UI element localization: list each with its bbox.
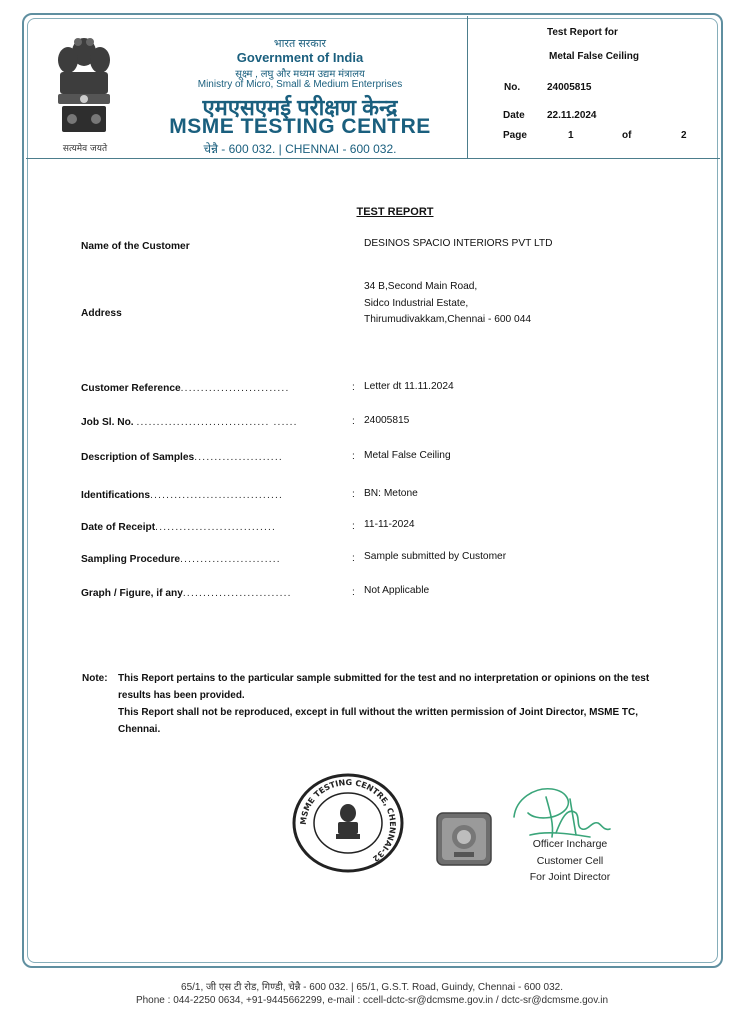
field-label: Graph / Figure, if any bbox=[81, 588, 183, 599]
report-no-value: 24005815 bbox=[547, 82, 592, 93]
footer-contact: Phone : 044-2250 0634, +91-9445662299, e-mail : ccell-dctc-sr@dcmsme.gov.in / dctc-sr@dcmsme.gov.in bbox=[135, 995, 609, 1006]
header-hindi-centre: एमएसएमई परीक्षण केन्द्र bbox=[202, 95, 398, 120]
field-dots: ........................... bbox=[182, 588, 292, 599]
field-colon: : bbox=[352, 553, 355, 564]
signature-icon bbox=[506, 777, 616, 847]
signatory-department: Customer Cell bbox=[536, 855, 604, 867]
report-page-total: 2 bbox=[681, 130, 687, 141]
field-dots: ...................... bbox=[194, 452, 283, 463]
note-line-3: This Report shall not be reproduced, except in full without the written permission of Joint Director, MSME TC, bbox=[118, 707, 639, 718]
header-centre-name: MSME TESTING CENTRE bbox=[169, 115, 431, 138]
national-emblem-icon bbox=[48, 30, 120, 140]
field-dots: ................................. ...... bbox=[136, 417, 298, 428]
field-value: BN: Metone bbox=[364, 488, 418, 499]
field-label: Identifications bbox=[81, 490, 151, 501]
emblem-motto: सत्यमेव जयते bbox=[62, 144, 108, 154]
field-colon: : bbox=[352, 416, 355, 427]
field-label: Description of Samples bbox=[81, 452, 195, 463]
address-line-3: Thirumudivakkam,Chennai - 600 044 bbox=[364, 314, 532, 325]
customer-name-value: DESINOS SPACIO INTERIORS PVT LTD bbox=[364, 238, 553, 249]
address-line-1: 34 B,Second Main Road, bbox=[364, 281, 478, 292]
field-colon: : bbox=[352, 521, 355, 532]
note-line-2: results has been provided. bbox=[118, 690, 245, 701]
field-value: Sample submitted by Customer bbox=[364, 551, 507, 562]
field-label: Job Sl. No. bbox=[81, 417, 134, 428]
field-row bbox=[81, 554, 281, 565]
address-label: Address bbox=[81, 308, 122, 319]
signatory-title: Officer Incharge bbox=[532, 838, 608, 850]
field-colon: : bbox=[352, 382, 355, 393]
report-no-label: No. bbox=[504, 82, 521, 93]
header-divider bbox=[26, 158, 720, 159]
field-dots: ......................... bbox=[180, 554, 281, 565]
field-row bbox=[81, 383, 289, 394]
signatory-for: For Joint Director bbox=[529, 871, 611, 883]
report-box-title-1: Test Report for bbox=[547, 27, 618, 38]
report-page-value: 1 bbox=[568, 130, 574, 141]
header-hindi-ministry: सूक्ष्म , लघु और मध्यम उद्यम मंत्रालय bbox=[235, 69, 365, 80]
customer-name-label: Name of the Customer bbox=[81, 241, 190, 252]
field-row bbox=[81, 588, 292, 599]
hologram-seal-icon bbox=[436, 812, 492, 866]
office-seal-icon bbox=[292, 773, 404, 873]
report-title: TEST REPORT bbox=[356, 206, 434, 218]
field-dots: .............................. bbox=[155, 522, 277, 533]
field-row bbox=[81, 522, 276, 533]
field-value: 11-11-2024 bbox=[364, 519, 415, 530]
field-value: 24005815 bbox=[364, 415, 410, 426]
footer-address: 65/1, जी एस टी रोड, गिण्डी, चेन्नै - 600 032. | 65/1, G.S.T. Road, Guindy, Chennai - 600 032. bbox=[181, 982, 563, 993]
field-row bbox=[81, 452, 283, 463]
report-date-label: Date bbox=[503, 110, 525, 121]
field-label: Date of Receipt bbox=[81, 522, 156, 533]
field-value: Not Applicable bbox=[364, 585, 430, 596]
report-box-title-2: Metal False Ceiling bbox=[549, 51, 640, 62]
field-colon: : bbox=[352, 489, 355, 500]
report-date-value: 22.11.2024 bbox=[547, 110, 597, 121]
field-colon: : bbox=[352, 587, 355, 598]
header-hindi-government: भारत सरकार bbox=[273, 38, 327, 50]
note-line-1: This Report pertains to the particular sample submitted for the test and no interpretation or opinions on the test bbox=[118, 673, 650, 684]
header-city: चेन्नै - 600 032. | CHENNAI - 600 032. bbox=[203, 142, 397, 156]
note-line-4: Chennai. bbox=[118, 724, 161, 735]
seal-text: MSME TESTING CENTRE, CHENNAI-32 bbox=[298, 777, 398, 864]
field-row bbox=[81, 417, 298, 428]
field-label: Customer Reference bbox=[81, 383, 181, 394]
header-column-divider bbox=[467, 16, 468, 158]
field-dots: ................................. bbox=[150, 490, 284, 501]
field-colon: : bbox=[352, 451, 355, 462]
field-value: Letter dt 11.11.2024 bbox=[364, 381, 454, 392]
field-value: Metal False Ceiling bbox=[364, 450, 451, 461]
field-dots: ........................... bbox=[180, 383, 290, 394]
note-label: Note: bbox=[82, 673, 108, 684]
field-label: Sampling Procedure bbox=[81, 554, 181, 565]
header-ministry: Ministry of Micro, Small & Medium Enterprises bbox=[197, 79, 403, 90]
report-page-of: of bbox=[622, 130, 632, 141]
address-line-2: Sidco Industrial Estate, bbox=[364, 298, 469, 309]
header-government: Government of India bbox=[236, 50, 364, 65]
report-page-label: Page bbox=[503, 130, 527, 141]
field-row bbox=[81, 490, 283, 501]
